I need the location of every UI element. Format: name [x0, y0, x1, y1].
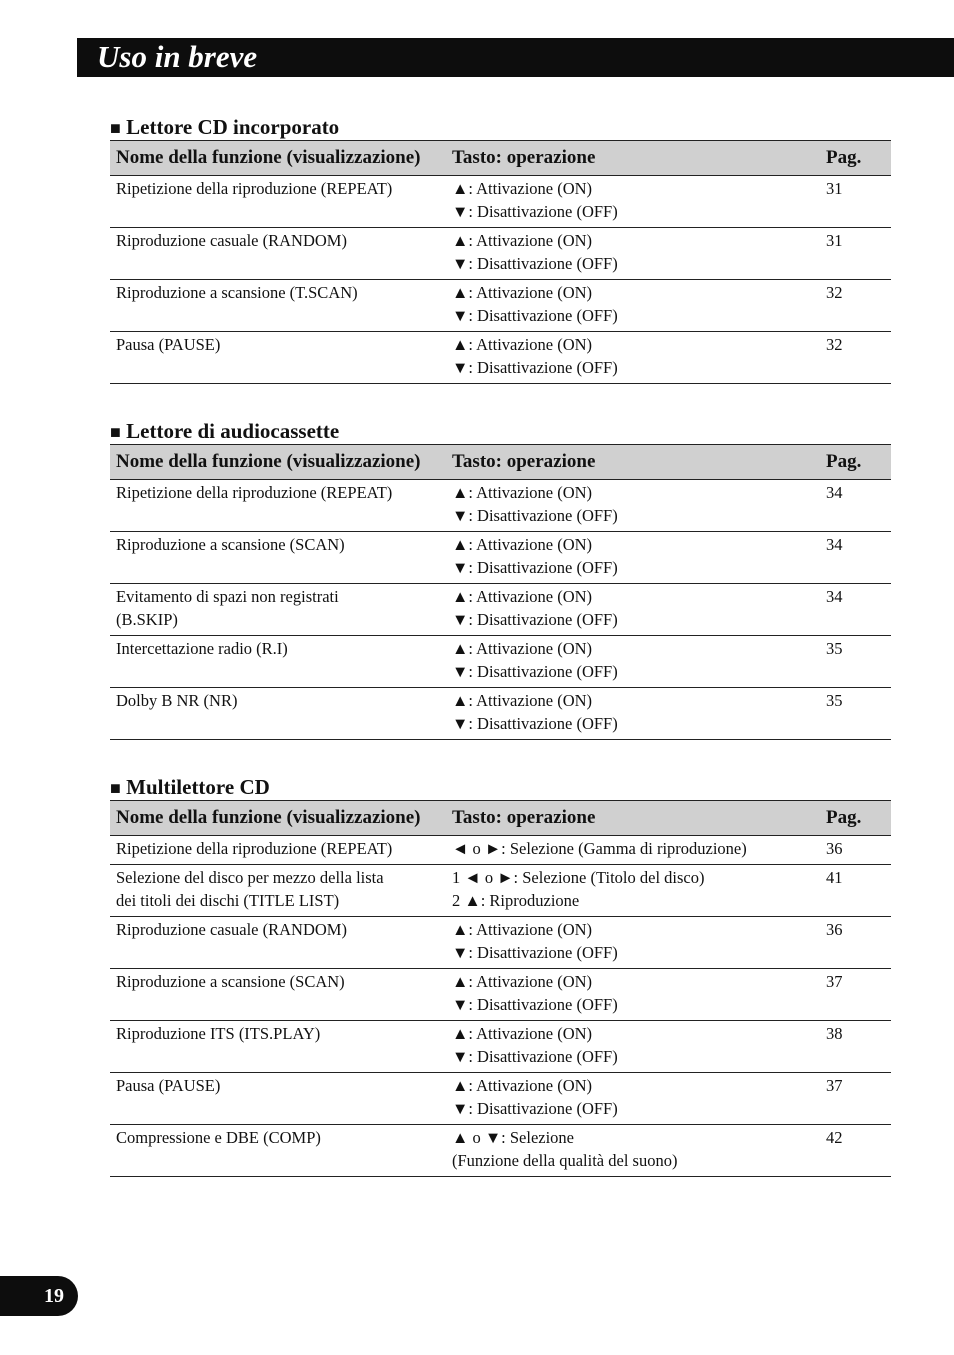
page-ref-cell	[820, 1021, 891, 1073]
page-ref: 36	[826, 920, 843, 939]
page-ref-cell	[820, 865, 891, 917]
column-header-key: Tasto: operazione	[446, 445, 820, 480]
function-table	[110, 444, 891, 740]
function-name-cell	[110, 1073, 446, 1125]
page-ref: 32	[826, 335, 843, 354]
operation-line: ▲: Attivazione (ON)	[452, 283, 593, 302]
section-title	[110, 114, 891, 140]
square-bullet-icon: ■	[110, 118, 121, 138]
function-name-cell	[110, 865, 446, 917]
table-row	[110, 480, 891, 532]
function-name-line: Evitamento di spazi non registrati	[116, 587, 339, 606]
page-ref: 32	[826, 283, 843, 302]
page-ref-cell	[820, 584, 891, 636]
page-ref-cell	[820, 969, 891, 1021]
page-ref: 34	[826, 587, 843, 606]
section-lettore-cd	[110, 114, 891, 384]
operation-line: 2 ▲: Riproduzione	[452, 891, 580, 910]
operation-line: ▲: Attivazione (ON)	[452, 179, 593, 198]
function-name-line: dei titoli dei dischi (TITLE LIST)	[116, 891, 340, 910]
page-ref-cell	[820, 480, 891, 532]
operation-line: ▼: Disattivazione (OFF)	[452, 506, 618, 525]
section-title	[110, 774, 891, 800]
table-header-row	[110, 141, 891, 176]
table-row	[110, 280, 891, 332]
function-name-line: Ripetizione della riproduzione (REPEAT)	[116, 839, 393, 858]
operation-line: ▼: Disattivazione (OFF)	[452, 558, 618, 577]
function-name-line: Pausa (PAUSE)	[116, 1076, 221, 1095]
table-row	[110, 865, 891, 917]
operation-line: ◄ o ►: Selezione (Gamma di riproduzione)	[452, 839, 747, 858]
column-header-name: Nome della funzione (visualizzazione)	[110, 445, 446, 480]
page-ref-cell	[820, 1073, 891, 1125]
function-name-line: Ripetizione della riproduzione (REPEAT)	[116, 179, 393, 198]
column-header-name: Nome della funzione (visualizzazione)	[110, 801, 446, 836]
page-ref: 34	[826, 535, 843, 554]
page-ref-cell	[820, 532, 891, 584]
operation-line: ▼: Disattivazione (OFF)	[452, 662, 618, 681]
function-name-line: Intercettazione radio (R.I)	[116, 639, 288, 658]
page-ref: 37	[826, 1076, 843, 1095]
table-row	[110, 332, 891, 384]
table-row	[110, 1021, 891, 1073]
page-ref-cell	[820, 228, 891, 280]
page-ref-cell	[820, 917, 891, 969]
operation-line: ▲: Attivazione (ON)	[452, 483, 593, 502]
table-row	[110, 532, 891, 584]
operation-line: ▲: Attivazione (ON)	[452, 920, 593, 939]
section-title-text: Multilettore CD	[126, 775, 270, 799]
page-ref-cell	[820, 176, 891, 228]
page-ref-cell	[820, 636, 891, 688]
table-header-row	[110, 445, 891, 480]
page-ref-cell	[820, 332, 891, 384]
page-ref: 35	[826, 691, 843, 710]
table-row	[110, 584, 891, 636]
function-name-line: Riproduzione a scansione (SCAN)	[116, 535, 345, 554]
operation-line: ▼: Disattivazione (OFF)	[452, 714, 618, 733]
square-bullet-icon: ■	[110, 778, 121, 798]
operation-line: ▼: Disattivazione (OFF)	[452, 1099, 618, 1118]
page-ref-cell	[820, 688, 891, 740]
operation-line: ▲ o ▼: Selezione	[452, 1128, 575, 1147]
operation-line: ▼: Disattivazione (OFF)	[452, 1047, 618, 1066]
operation-cell	[446, 1125, 820, 1177]
operation-cell	[446, 1021, 820, 1073]
function-name-cell	[110, 636, 446, 688]
section-lettore-audiocassette	[110, 418, 891, 740]
section-title-text: Lettore CD incorporato	[126, 115, 340, 139]
function-name-cell	[110, 280, 446, 332]
function-table	[110, 800, 891, 1177]
operation-cell	[446, 480, 820, 532]
header-bar	[77, 38, 954, 77]
page-ref: 38	[826, 1024, 843, 1043]
column-header-page: Pag.	[820, 801, 891, 836]
page-ref: 41	[826, 868, 843, 887]
function-name-cell	[110, 228, 446, 280]
page-ref: 36	[826, 839, 843, 858]
function-name-cell	[110, 332, 446, 384]
operation-cell	[446, 176, 820, 228]
page-ref: 31	[826, 179, 843, 198]
operation-line: ▼: Disattivazione (OFF)	[452, 254, 618, 273]
table-row	[110, 836, 891, 865]
function-name-cell	[110, 1125, 446, 1177]
table-row	[110, 917, 891, 969]
section-multilettore-cd	[110, 774, 891, 1177]
column-header-page: Pag.	[820, 445, 891, 480]
function-name-cell	[110, 532, 446, 584]
table-row	[110, 1125, 891, 1177]
operation-line: ▲: Attivazione (ON)	[452, 335, 593, 354]
page-ref: 35	[826, 639, 843, 658]
table-row	[110, 688, 891, 740]
section-title-text: Lettore di audiocassette	[126, 419, 340, 443]
operation-cell	[446, 532, 820, 584]
function-name-line: Dolby B NR (NR)	[116, 691, 238, 710]
page-ref-cell	[820, 836, 891, 865]
function-name-line: Compressione e DBE (COMP)	[116, 1128, 321, 1147]
operation-line: ▲: Attivazione (ON)	[452, 691, 593, 710]
operation-cell	[446, 836, 820, 865]
function-name-line: Riproduzione a scansione (SCAN)	[116, 972, 345, 991]
function-name-line: Ripetizione della riproduzione (REPEAT)	[116, 483, 393, 502]
operation-line: ▲: Attivazione (ON)	[452, 231, 593, 250]
operation-cell	[446, 969, 820, 1021]
table-row	[110, 636, 891, 688]
operation-line: ▼: Disattivazione (OFF)	[452, 943, 618, 962]
table-row	[110, 228, 891, 280]
page-ref: 37	[826, 972, 843, 991]
column-header-name: Nome della funzione (visualizzazione)	[110, 141, 446, 176]
operation-line: ▼: Disattivazione (OFF)	[452, 358, 618, 377]
operation-line: 1 ◄ o ►: Selezione (Titolo del disco)	[452, 868, 705, 887]
operation-line: ▼: Disattivazione (OFF)	[452, 306, 618, 325]
function-name-line: Pausa (PAUSE)	[116, 335, 221, 354]
function-table	[110, 140, 891, 384]
table-row	[110, 1073, 891, 1125]
function-name-line: Riproduzione casuale (RANDOM)	[116, 920, 347, 939]
column-header-page: Pag.	[820, 141, 891, 176]
table-row	[110, 176, 891, 228]
function-name-line: Riproduzione a scansione (T.SCAN)	[116, 283, 358, 302]
function-name-cell	[110, 1021, 446, 1073]
operation-cell	[446, 584, 820, 636]
page-number: 19	[44, 1285, 64, 1307]
column-header-key: Tasto: operazione	[446, 141, 820, 176]
page-title: Uso in breve	[97, 39, 258, 74]
function-name-line: Riproduzione ITS (ITS.PLAY)	[116, 1024, 321, 1043]
operation-line: ▲: Attivazione (ON)	[452, 972, 593, 991]
function-name-line: (B.SKIP)	[116, 610, 178, 629]
function-name-cell	[110, 480, 446, 532]
page-number-badge	[0, 1276, 78, 1316]
operation-line: ▲: Attivazione (ON)	[452, 587, 593, 606]
operation-line: (Funzione della qualità del suono)	[452, 1151, 678, 1170]
function-name-cell	[110, 917, 446, 969]
operation-cell	[446, 688, 820, 740]
function-name-cell	[110, 836, 446, 865]
column-header-key: Tasto: operazione	[446, 801, 820, 836]
operation-cell	[446, 332, 820, 384]
function-name-line: Riproduzione casuale (RANDOM)	[116, 231, 347, 250]
operation-cell	[446, 636, 820, 688]
table-row	[110, 969, 891, 1021]
operation-line: ▲: Attivazione (ON)	[452, 535, 593, 554]
function-name-line: Selezione del disco per mezzo della lista	[116, 868, 384, 887]
operation-cell	[446, 917, 820, 969]
operation-cell	[446, 1073, 820, 1125]
operation-line: ▼: Disattivazione (OFF)	[452, 610, 618, 629]
page-ref-cell	[820, 280, 891, 332]
square-bullet-icon: ■	[110, 422, 121, 442]
page-ref: 31	[826, 231, 843, 250]
section-title	[110, 418, 891, 444]
function-name-cell	[110, 176, 446, 228]
page-ref: 34	[826, 483, 843, 502]
page-ref-cell	[820, 1125, 891, 1177]
table-header-row	[110, 801, 891, 836]
operation-line: ▲: Attivazione (ON)	[452, 639, 593, 658]
page-ref: 42	[826, 1128, 843, 1147]
operation-line: ▲: Attivazione (ON)	[452, 1024, 593, 1043]
operation-line: ▼: Disattivazione (OFF)	[452, 995, 618, 1014]
operation-line: ▼: Disattivazione (OFF)	[452, 202, 618, 221]
function-name-cell	[110, 688, 446, 740]
operation-cell	[446, 280, 820, 332]
operation-cell	[446, 865, 820, 917]
function-name-cell	[110, 584, 446, 636]
operation-cell	[446, 228, 820, 280]
operation-line: ▲: Attivazione (ON)	[452, 1076, 593, 1095]
function-name-cell	[110, 969, 446, 1021]
